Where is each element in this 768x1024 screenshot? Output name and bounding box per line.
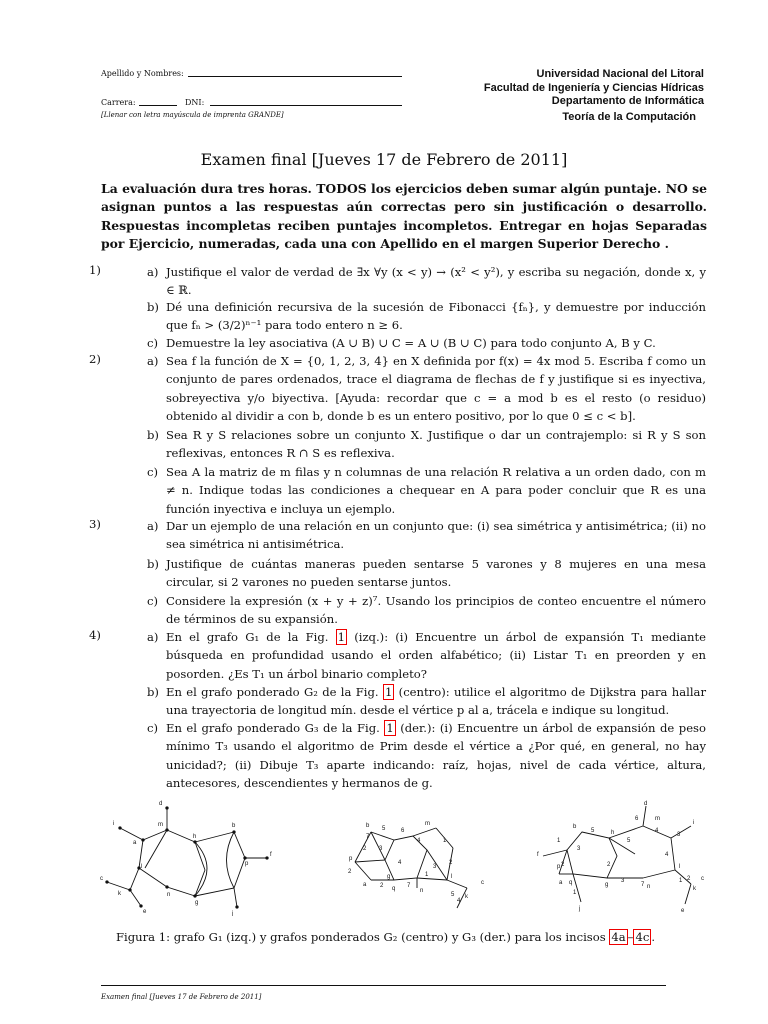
g3-weight: 2 xyxy=(561,862,565,868)
item-text: Dar un ejemplo de una relación en un conjunto que: (i) sea simétrica y antisimétrica; (ii) no sea simétrica ni antisimétrica. xyxy=(166,519,706,552)
g2-weight: 5 xyxy=(382,826,386,832)
g2-weight: 4 xyxy=(457,898,461,904)
item-text-pre: En el grafo ponderado G₂ de la Fig. xyxy=(166,685,383,699)
item-text xyxy=(166,719,706,792)
question-number: 3) xyxy=(89,517,101,531)
ref-4c-link[interactable]: 4c xyxy=(635,930,650,944)
carrera-field[interactable] xyxy=(139,105,177,106)
item-label: c) xyxy=(147,465,159,479)
dni-field[interactable] xyxy=(210,105,402,106)
g2-weight: 2 xyxy=(363,846,367,852)
g2-label: b xyxy=(366,823,370,829)
department-name: Departamento de Informática xyxy=(551,95,704,107)
question-number: 2) xyxy=(89,352,101,366)
item-text: Sea f la función de X = {0, 1, 2, 3, 4} en X definida por f(x) = 4x mod 5. Escriba f como un conjunto de pares ordenados, trace el diagrama de flechas de f y justifique si es inyectiva, sobreyectiva y/o biyectiva. [Ayuda: recordar que c = a mod b es el resto (o residuo) obtenido al dividir a con b, donde b es un entero positivo, por lo que 0 ≤ c < b]. xyxy=(166,354,706,423)
g2-weight: 3 xyxy=(379,846,383,852)
g3-label: c xyxy=(701,876,704,882)
item-text: Justifique de cuántas maneras pueden sentarse 5 varones y 8 mujeres en una mesa circular, si 2 varones no pueden sentarse juntos. xyxy=(166,557,706,590)
g3-weight: 1 xyxy=(679,878,683,884)
caption-text: Figura 1: grafo G₁ (izq.) y grafos ponderados G₂ (centro) y G₃ (der.) para los incisos xyxy=(116,930,610,944)
item-text xyxy=(166,628,706,683)
g3-weight: 4 xyxy=(655,828,659,834)
university-name: Universidad Nacional del Litoral xyxy=(536,68,704,80)
item-text-post: (der.): (i) Encuentre un árbol de expansión de peso mínimo T₃ usando el algoritmo de Prim desde el vértice a ¿Por qué, en general, no hay unicidad?; (ii) Dibuje T₃ aparte indicando: raíz, hojas, nivel de cada vértice, altura, antecesores, descendientes y hermanos de g. xyxy=(166,721,706,790)
g2-weight: 5 xyxy=(451,892,455,898)
g2-weight: 4 xyxy=(398,860,402,866)
g3-label: p xyxy=(557,864,561,870)
g2-label: m xyxy=(425,821,430,827)
item-text: Demuestre la ley asociativa (A ∪ B) ∪ C = A ∪ (B ∪ C) para todo conjunto A, B y C. xyxy=(166,336,656,350)
g1-label: f xyxy=(270,852,272,858)
ref-4a-link[interactable]: 4a xyxy=(611,930,626,944)
g1-label: n xyxy=(167,892,171,898)
item-label: c) xyxy=(147,336,159,350)
item-label: a) xyxy=(147,519,159,533)
g3-label: q xyxy=(569,880,573,886)
question-number: 1) xyxy=(89,263,101,277)
g1-label: k xyxy=(118,891,121,897)
g2-weight: 6 xyxy=(401,828,405,834)
item-label: c) xyxy=(147,721,159,735)
item-label: c) xyxy=(147,594,159,608)
item-text-post: (centro): utilice el algoritmo de Dijkstra para hallar una trayectoria de longitud mín. desde el vértice p al a, trácela e indique su longitud. xyxy=(166,685,706,718)
item-text: Justifique el valor de verdad de ∃x ∀y (x < y) → (x² < y²), y escriba su negación, donde x, y ∈ ℝ. xyxy=(166,265,706,298)
g1-label: b xyxy=(232,823,236,829)
caption-end: . xyxy=(651,930,656,944)
g1-label: d xyxy=(159,801,163,807)
g1-label: p xyxy=(245,861,249,867)
g2-label: n xyxy=(420,888,424,894)
question-number: 4) xyxy=(89,628,101,642)
item-text: Sea R y S relaciones sobre un conjunto X. Justifique o dar un contrajemplo: si R y S son reflexivas, entonces R ∩ S es reflexiva. xyxy=(166,428,706,461)
g2-weight: 7 xyxy=(366,834,370,840)
item-label: a) xyxy=(147,354,159,368)
g1-label: i xyxy=(113,821,115,827)
footer-rule xyxy=(101,985,666,986)
g2-weight: 2 xyxy=(449,860,453,866)
g3-label: e xyxy=(681,908,685,914)
figure-link[interactable]: 1 xyxy=(337,630,346,644)
item-label: b) xyxy=(147,557,159,571)
graph-g1 xyxy=(100,801,272,916)
g2-weight: 7 xyxy=(407,883,411,889)
g2-label: c xyxy=(481,880,484,886)
g2-weight: 4 xyxy=(417,838,421,844)
item-text-pre: En el grafo ponderado G₃ de la Fig. xyxy=(166,721,385,735)
g3-label: h xyxy=(611,830,615,836)
g3-label: d xyxy=(644,801,648,807)
g3-label: n xyxy=(647,884,651,890)
g1-label: m xyxy=(158,822,163,828)
g3-label: m xyxy=(655,816,660,822)
g3-weight: 7 xyxy=(641,882,645,888)
g1-label: j xyxy=(232,911,234,916)
graphs-figure xyxy=(95,798,735,916)
item-text-post: (izq.): (i) Encuentre un árbol de expansión T₁ mediante búsqueda en profundidad usando el orden alfabético; (ii) Listar T₁ en preorden y en posorden. ¿Es T₁ un árbol binario completo? xyxy=(166,630,706,681)
g3-weight: 6 xyxy=(635,816,639,822)
g3-label: j xyxy=(579,906,581,912)
g3-weight: 3 xyxy=(677,832,681,838)
g1-label: l xyxy=(141,864,143,870)
g2-label: g xyxy=(387,874,391,880)
apellido-label: Apellido y Nombres: xyxy=(101,69,184,78)
carrera-label: Carrera: xyxy=(101,98,136,107)
item-text xyxy=(166,683,706,720)
g2-weight: 2 xyxy=(380,883,384,889)
g3-weight: 1 xyxy=(573,890,577,896)
g2-label: q xyxy=(392,886,396,892)
footer-text: Examen final [Jueves 17 de Febrero de 2011] xyxy=(101,993,262,1001)
g3-label: i xyxy=(693,820,695,826)
g3-weight: 1 xyxy=(557,838,561,844)
item-label: a) xyxy=(147,265,159,279)
item-text: Dé una definición recursiva de la sucesión de Fibonacci {fₙ}, y demuestre por inducción que fₙ > (3/2)ⁿ⁻¹ para todo entero n ≥ 6. xyxy=(166,300,706,333)
apellido-field[interactable] xyxy=(188,76,402,77)
g1-label: c xyxy=(100,876,103,882)
g2-weight: 3 xyxy=(433,864,437,870)
item-text-pre: En el grafo G₁ de la Fig. xyxy=(166,630,336,644)
g1-label: g xyxy=(195,900,199,906)
item-label: b) xyxy=(147,428,159,442)
g3-weight: 5 xyxy=(591,828,595,834)
g3-weight: 3 xyxy=(577,846,581,852)
graph-g2 xyxy=(348,821,484,908)
g3-label: l xyxy=(679,864,681,870)
g3-label: a xyxy=(559,880,563,886)
g3-label: k xyxy=(693,886,696,892)
course-name: Teoría de la Computación xyxy=(562,111,696,123)
g3-weight: 3 xyxy=(621,878,625,884)
fill-note: [Llenar con letra mayúscula de imprenta GRANDE] xyxy=(101,111,284,119)
figure-link[interactable]: 1 xyxy=(386,721,394,735)
caption-sep: – xyxy=(627,930,634,944)
g2-weight: 1 xyxy=(443,838,447,844)
exam-instructions: La evaluación dura tres horas. TODOS los ejercicios deben sumar algún puntaje. NO se asignan puntos a las respuestas aún correctas pero sin justificación o desarrollo. Respuestas incompletas reciben puntajes incompletos. Entregar en hojas Separadas por Ejercicio, numeradas, cada una con Apellido en el margen Superior Derecho . xyxy=(101,181,707,252)
g3-label: f xyxy=(537,852,539,858)
dni-label: DNI: xyxy=(185,98,205,107)
g3-weight: 2 xyxy=(607,862,611,868)
g2-label: p xyxy=(349,856,353,862)
item-text: Considere la expresión (x + y + z)⁷. Usando los principios de conteo encuentre el número de términos de su expansión. xyxy=(166,594,706,627)
figure-link[interactable]: 1 xyxy=(384,685,393,699)
g1-label: e xyxy=(143,909,147,915)
item-label: b) xyxy=(147,685,159,699)
item-text: Sea A la matriz de m filas y n columnas de una relación R relativa a un orden dado, con m ≠ n. Indique todas las condiciones a chequear en A para poder concluir que R es una función inyectiva e incluya un ejemplo. xyxy=(166,465,706,516)
item-label: b) xyxy=(147,300,159,314)
g2-weight: 1 xyxy=(425,872,429,878)
g3-weight: 5 xyxy=(627,838,631,844)
graph-g3 xyxy=(537,801,704,914)
g3-label: g xyxy=(605,882,609,888)
g3-weight: 2 xyxy=(687,876,691,882)
g3-label: b xyxy=(573,824,577,830)
figure-caption xyxy=(116,930,655,944)
g1-label: a xyxy=(133,840,137,846)
g3-weight: 4 xyxy=(665,852,669,858)
item-label: a) xyxy=(147,630,159,644)
g2-label: k xyxy=(465,894,468,900)
g2-label: l xyxy=(451,874,453,880)
faculty-name: Facultad de Ingeniería y Ciencias Hídricas xyxy=(483,82,704,94)
exam-title: Examen final [Jueves 17 de Febrero de 2011] xyxy=(200,150,568,169)
g1-label: h xyxy=(193,834,197,840)
g2-weight: 2 xyxy=(348,869,352,875)
g2-label: a xyxy=(363,882,367,888)
